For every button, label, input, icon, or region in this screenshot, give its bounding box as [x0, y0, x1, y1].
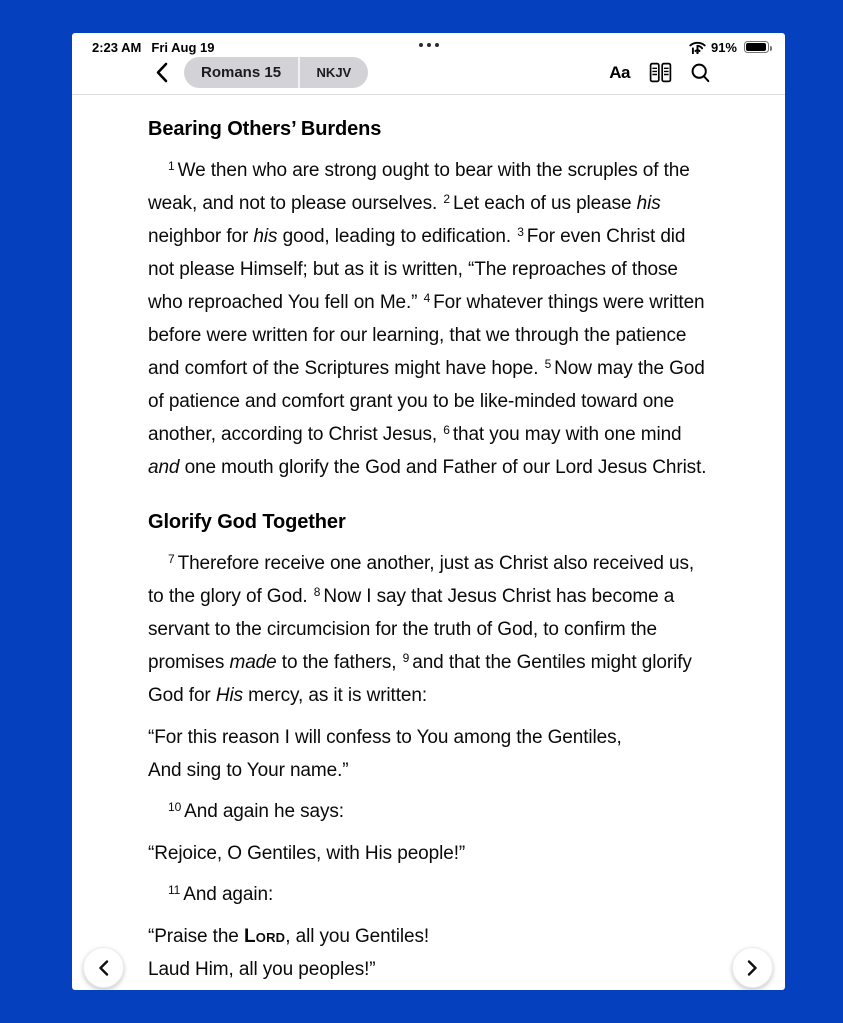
poetry-block	[148, 837, 709, 870]
poetry-block	[148, 721, 709, 787]
translation-label: NKJV	[316, 65, 352, 80]
poetry-line	[148, 953, 709, 986]
previous-chapter-button[interactable]	[83, 947, 124, 988]
verse-number: 11	[168, 883, 181, 897]
chevron-right-icon	[747, 960, 758, 976]
verse-text: “Praise the	[148, 926, 244, 947]
verse-number: 3	[517, 225, 524, 239]
verse-text: For whatever things were written before were written for our learning, that we through the patience and comfort of the Scriptures might have hope.	[148, 292, 705, 379]
verse-paragraph	[148, 154, 709, 484]
verse-text: And again:	[183, 884, 274, 905]
verse-paragraph	[148, 795, 709, 828]
poetry-line	[148, 920, 709, 953]
poetry-line	[148, 837, 709, 870]
poetry-line	[148, 754, 709, 787]
reference-pill	[184, 57, 368, 88]
split-view-button[interactable]	[649, 62, 672, 83]
italic-text: and	[148, 457, 180, 478]
search-icon	[691, 63, 710, 83]
verse-text: Let each of us please	[452, 193, 637, 214]
chevron-left-icon	[155, 62, 168, 83]
chevron-left-icon	[98, 960, 109, 976]
verse-text: We then who are strong ought to bear with the scruples of the weak, and not to please ourselves.	[148, 160, 690, 214]
verse-text: , all you Gentiles!	[285, 926, 430, 947]
status-bar	[72, 33, 785, 57]
verse-number: 5	[544, 357, 552, 371]
battery-percent: 91%	[710, 39, 737, 55]
poetry-block	[148, 920, 709, 986]
verse-text: to the fathers,	[276, 652, 402, 673]
verse-text: Now I say that Jesus Christ has become a servant to the circumcision for the truth of God, to confirm the promises	[148, 586, 675, 673]
verse-text: And again he says:	[184, 801, 344, 822]
verse-number: 1	[168, 159, 175, 173]
status-left	[92, 40, 214, 55]
back-button[interactable]	[150, 60, 172, 86]
status-right	[689, 40, 769, 55]
verse-text: Therefore receive one another, just as Christ also received us, to the glory of God.	[148, 553, 695, 607]
verse-number: 9	[402, 651, 410, 665]
italic-text: His	[215, 685, 243, 706]
date: Fri Aug 19	[151, 39, 215, 55]
verse-text: and that the Gentiles might glorify God for	[148, 652, 692, 706]
multitask-dots-icon[interactable]	[419, 43, 439, 47]
bible-app-window	[72, 33, 785, 990]
book-chapter-button[interactable]	[184, 57, 298, 88]
verse-number: 2	[443, 192, 450, 206]
nav-bar	[72, 57, 785, 95]
section-heading: Glorify God Together	[148, 511, 346, 533]
verse-text: And sing to Your name.”	[148, 760, 349, 781]
verse-text: that you may with one mind	[452, 424, 682, 445]
verse-text: one mouth glorify the God and Father of our Lord Jesus Christ.	[179, 457, 707, 478]
verse-number: 4	[423, 291, 431, 305]
verse-text: mercy, as it is written:	[243, 685, 428, 706]
verse-text: For even Christ did not please Himself; but as it is written, “The reproaches of those who reproached You fell on Me.”	[148, 226, 686, 313]
verse-number: 8	[313, 585, 321, 599]
split-view-icon	[649, 62, 672, 83]
verse-paragraph	[148, 547, 709, 712]
verse-paragraph	[148, 878, 709, 911]
wifi-icon	[689, 41, 706, 54]
nav-actions	[609, 62, 710, 83]
battery-icon	[744, 41, 769, 53]
verse-text: “Rejoice, O Gentiles, with His people!”	[148, 843, 466, 864]
clock: 2:23 AM	[92, 39, 142, 55]
italic-text: made	[229, 652, 277, 673]
verse-number: 10	[168, 800, 182, 814]
next-chapter-button[interactable]	[732, 947, 773, 988]
italic-text: his	[253, 226, 278, 247]
verse-number: 6	[443, 423, 450, 437]
translation-button[interactable]	[300, 57, 369, 88]
verse-text: neighbor for	[148, 226, 254, 247]
verse-text: Laud Him, all you peoples!”	[148, 959, 376, 980]
font-settings-label: Aa	[609, 62, 630, 82]
verse-number: 7	[168, 552, 175, 566]
italic-text: his	[636, 193, 661, 214]
section-heading: Bearing Others’ Burdens	[148, 118, 382, 140]
verse-text: “For this reason I will confess to You among the Gentiles,	[148, 727, 622, 748]
divine-name: Lord	[243, 926, 286, 947]
verse-text: Now may the God of patience and comfort grant you to be like-minded toward one another, according to Christ Jesus,	[148, 358, 705, 445]
verse-text: good, leading to edification.	[277, 226, 517, 247]
poetry-line	[148, 721, 709, 754]
book-chapter-label: Romans 15	[201, 64, 282, 81]
scripture-content[interactable]	[72, 95, 785, 989]
font-settings-button[interactable]	[609, 63, 630, 83]
search-button[interactable]	[691, 63, 710, 83]
